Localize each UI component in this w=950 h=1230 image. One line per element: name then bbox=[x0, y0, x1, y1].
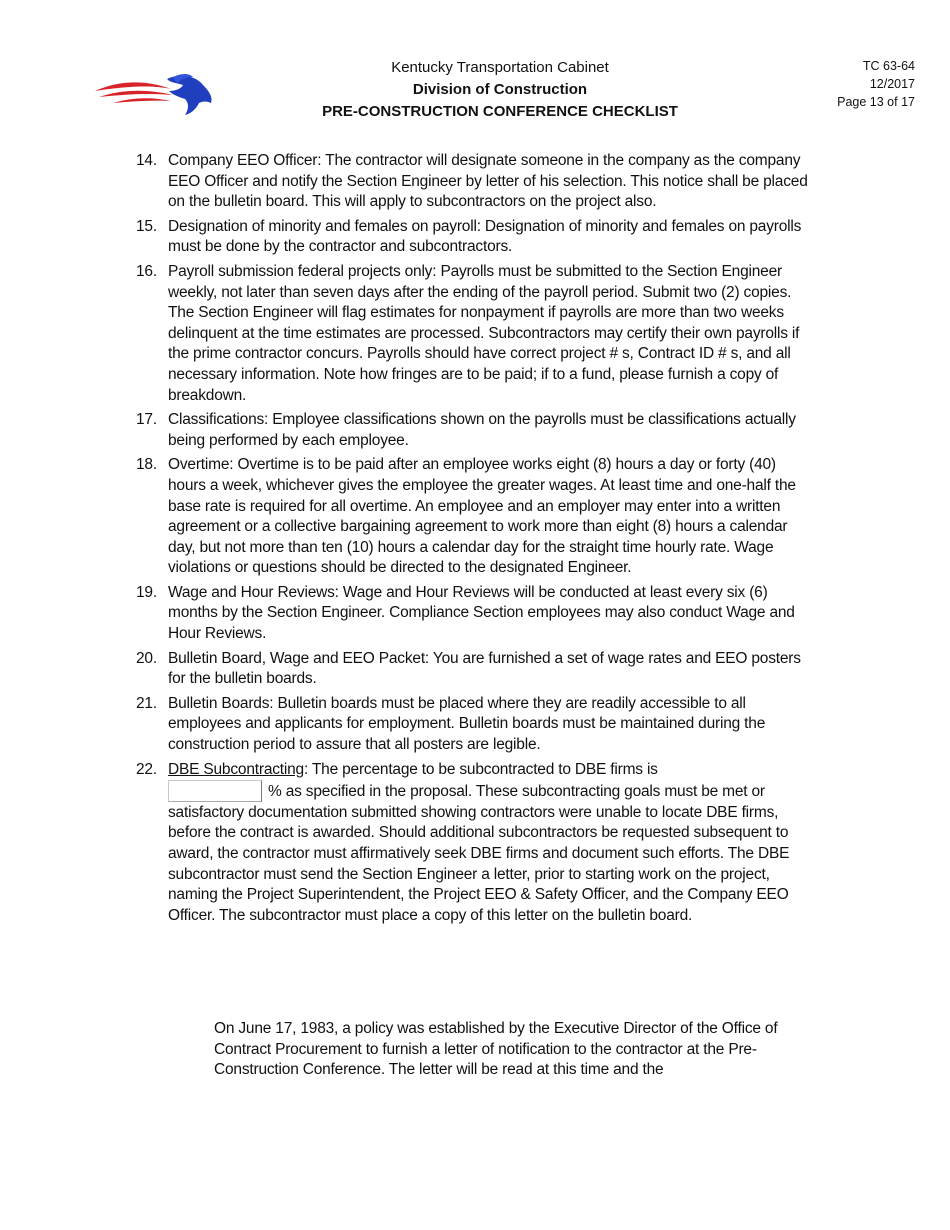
checklist-item-21 bbox=[136, 694, 816, 756]
page-header bbox=[300, 57, 700, 123]
item-text: Company EEO Officer: The contractor will designate someone in the company as the company EEO Officer and notify the Section Engineer by letter of his selection. This notice shall be placed on the bulletin board. This will apply to subcontractors on the project also. bbox=[168, 152, 808, 211]
item-text: Bulletin Board, Wage and EEO Packet: You are furnished a set of wage rates and EEO posters for the bulletin boards. bbox=[168, 649, 801, 688]
dbe-percent-field[interactable] bbox=[168, 780, 262, 802]
item-text: Payroll submission federal projects only: Payrolls must be submitted to the Section Engineer weekly, not later than seven days after the ending of the payroll period. Submit two (2) copies. The Section Engineer will flag estimates for nonpayment if payrolls are more than two weeks delinquent at the time estimates are processed. Subcontractors may certify their own payrolls if the prime contractor concurs. Payrolls should have correct project # s, Contract ID # s, and all necessary information. Note how fringes are to be paid; if to a fund, please furnish a copy of breakdown. bbox=[168, 262, 800, 404]
form-date: 12/2017 bbox=[869, 77, 915, 91]
item-number: 15. bbox=[136, 217, 157, 235]
item-text: Bulletin Boards: Bulletin boards must be placed where they are readily accessible to all employees and applicants for employment. Bulletin boards must be maintained during the construction period to assure that all posters are legible. bbox=[168, 694, 766, 754]
agency-name: Kentucky Transportation Cabinet bbox=[391, 59, 609, 76]
checklist bbox=[136, 151, 816, 930]
logo-red-stripe-2 bbox=[99, 91, 173, 97]
logo-red-stripe-3 bbox=[113, 98, 171, 103]
item-text: Wage and Hour Reviews: Wage and Hour Reviews will be conducted at least every six (6) months by the Section Engineer. Compliance Section employees may also conduct Wage and Hour Reviews. bbox=[168, 583, 795, 643]
item-number: 18. bbox=[136, 456, 157, 474]
item-number: 19. bbox=[136, 583, 157, 601]
dbe-heading: DBE Subcontracting bbox=[168, 760, 304, 778]
checklist-item-15 bbox=[136, 217, 816, 258]
document-title: PRE-CONSTRUCTION CONFERENCE CHECKLIST bbox=[322, 103, 678, 120]
item-text: Classifications: Employee classifications shown on the payrolls must be classifications actually being performed by each employee. bbox=[168, 411, 796, 449]
kytc-logo bbox=[93, 73, 215, 117]
item-text: Overtime: Overtime is to be paid after an employee works eight (8) hours a day or forty (40) hours a week, whichever gives the employee the greater wages. At least time and one-half the base rate is required for all overtime. An employee and an employer may enter into a written agreement or a collective bargaining agreement to work more than eight (8) hours a calendar day, but not more than ten (10) hours a calendar day for the straight time hourly rate. Wage violations or questions should be directed to the designated Engineer. bbox=[168, 456, 796, 577]
logo-horse-head bbox=[167, 76, 212, 115]
item-number: 21. bbox=[136, 694, 157, 712]
checklist-item-17 bbox=[136, 410, 816, 451]
checklist-item-19 bbox=[136, 583, 816, 645]
dbe-rest-text: % as specified in the proposal. These subcontracting goals must be met or satisfactory documentation submitted showing contractors were unable to locate DBE firms, before the contract is awarded. Should additional subcontractors be requested subsequent to award, the contractor must affirmatively seek DBE firms and document such efforts. The DBE subcontractor must send the Section Engineer a letter, prior to starting work on the project, naming the Project Superintendent, the Project EEO & Safety Officer, and the Company EEO Officer. The subcontractor must place a copy of this letter on the bulletin board. bbox=[168, 783, 790, 924]
division-name: Division of Construction bbox=[412, 81, 588, 98]
policy-paragraph: On June 17, 1983, a policy was established by the Executive Director of the Office of Contract Procurement to furnish a letter of notification to the contractor at the Pre-Construction Conference. The letter will be read at this time and the bbox=[214, 1020, 778, 1079]
item-text bbox=[168, 760, 816, 927]
checklist-item-22 bbox=[136, 760, 816, 927]
item-number: 14. bbox=[136, 152, 157, 169]
item-number: 16. bbox=[136, 262, 157, 280]
form-number: TC 63-64 bbox=[862, 59, 915, 73]
item-number: 17. bbox=[136, 411, 157, 429]
checklist-item-18 bbox=[136, 455, 816, 579]
form-info bbox=[837, 57, 915, 111]
logo-red-stripe-1 bbox=[95, 82, 171, 91]
item-text: Designation of minority and females on payroll: Designation of minority and females on payrolls must be done by the contractor and subcontractors. bbox=[168, 217, 802, 256]
item-number: 22. bbox=[136, 760, 157, 778]
checklist-item-14 bbox=[136, 151, 816, 213]
dbe-lead-text: : The percentage to be subcontracted to DBE firms is bbox=[303, 760, 658, 778]
item-number: 20. bbox=[136, 649, 157, 667]
checklist-item-16 bbox=[136, 262, 816, 406]
page-number: Page 13 of 17 bbox=[837, 95, 915, 109]
checklist-item-20 bbox=[136, 649, 816, 690]
